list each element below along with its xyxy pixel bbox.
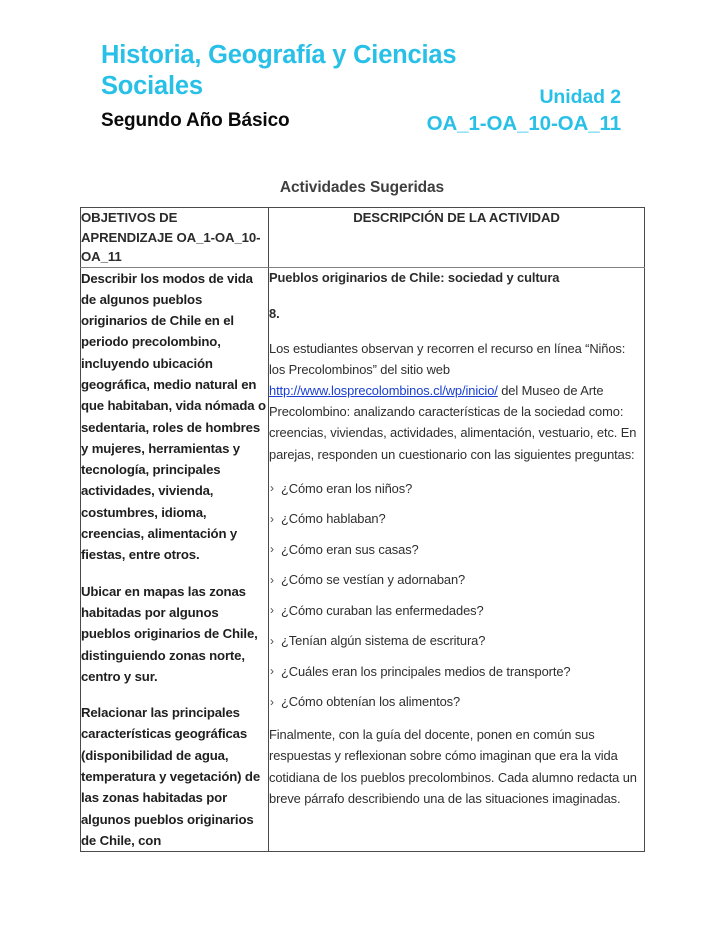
unit-label: Unidad 2	[539, 86, 621, 108]
page-title: Historia, Geografía y Ciencias Sociales	[101, 41, 457, 100]
activity-closing-paragraph: Finalmente, con la guía del docente, ponen en común sus respuestas y reflexionan sobre cómo imaginan que era la vida cotidiana de los pueblos precolombinos. Cada alumno redacta un breve párrafo describiendo una de las situaciones imaginadas.	[269, 727, 637, 806]
section-heading: Actividades Sugeridas	[279, 179, 445, 196]
column-header-description	[269, 208, 645, 268]
column-header-objectives-text: OBJETIVOS DE APRENDIZAJE OA_1-OA_10-OA_11	[81, 210, 261, 264]
list-item: › ¿Cómo eran los niños?	[269, 479, 644, 499]
list-item: › ¿Cómo obtenían los alimentos?	[269, 692, 644, 712]
objective-paragraph: Relacionar las principales características geográficas (disponibilidad de agua, temperatura y vegetación) de las zonas habitadas por algunos pueblos originarios de Chile, con	[81, 705, 261, 848]
activity-intro-after-link: del Museo de Arte Precolombino: analizando características de la sociedad como: creencias, viviendas, actividades, alimentación, vestuario, etc. En parejas, responden un cuestionario con las siguientes preguntas:	[269, 382, 637, 462]
list-item: › ¿Cómo eran sus casas?	[269, 540, 644, 560]
unit-block	[321, 84, 621, 137]
activity-lead-title: Pueblos originarios de Chile: sociedad y cultura	[269, 269, 560, 285]
list-item: › ¿Cómo hablaban?	[269, 509, 644, 529]
precolombinos-link[interactable]: http://www.losprecolombinos.cl/wp/inicio/	[269, 382, 498, 398]
list-item: › ¿Cuáles eran los principales medios de transporte?	[269, 662, 644, 682]
objective-paragraph: Ubicar en mapas las zonas habitadas por algunos pueblos originarios de Chile, distinguiendo zonas norte, centro y sur.	[81, 583, 258, 684]
activity-intro-paragraph	[269, 338, 644, 465]
objectives-cell	[81, 267, 269, 852]
question-list	[269, 479, 644, 713]
list-item: › ¿Cómo curaban las enfermedades?	[269, 601, 644, 621]
activity-intro-before-link: Los estudiantes observan y recorren el recurso en línea “Niños: los Precolombinos” del sitio web	[269, 340, 626, 377]
suggested-activities-table	[80, 207, 645, 852]
list-item: › ¿Cómo se vestían y adornaban?	[269, 570, 644, 590]
objective-paragraph: Describir los modos de vida de algunos pueblos originarios de Chile en el periodo precolombino, incluyendo ubicación geográfica, medio natural en que habitaban, vida nómada o sedentaria, roles de hombres y mujeres, herramientas y tecnología, principales actividades, vivienda, costumbres, idioma, creencias, alimentación y fiestas, entre otros.	[81, 270, 266, 563]
column-header-objectives	[81, 208, 269, 268]
activity-description-cell	[269, 267, 645, 852]
document-header	[101, 40, 621, 148]
activity-number: 8.	[269, 305, 280, 321]
table-row	[81, 267, 645, 852]
column-header-description-text: DESCRIPCIÓN DE LA ACTIVIDAD	[353, 210, 560, 225]
oa-codes-label: OA_1-OA_10-OA_11	[426, 112, 621, 135]
grade-level-subtitle: Segundo Año Básico	[101, 110, 290, 131]
list-item: › ¿Tenían algún sistema de escritura?	[269, 631, 644, 651]
table-header-row	[81, 208, 645, 268]
